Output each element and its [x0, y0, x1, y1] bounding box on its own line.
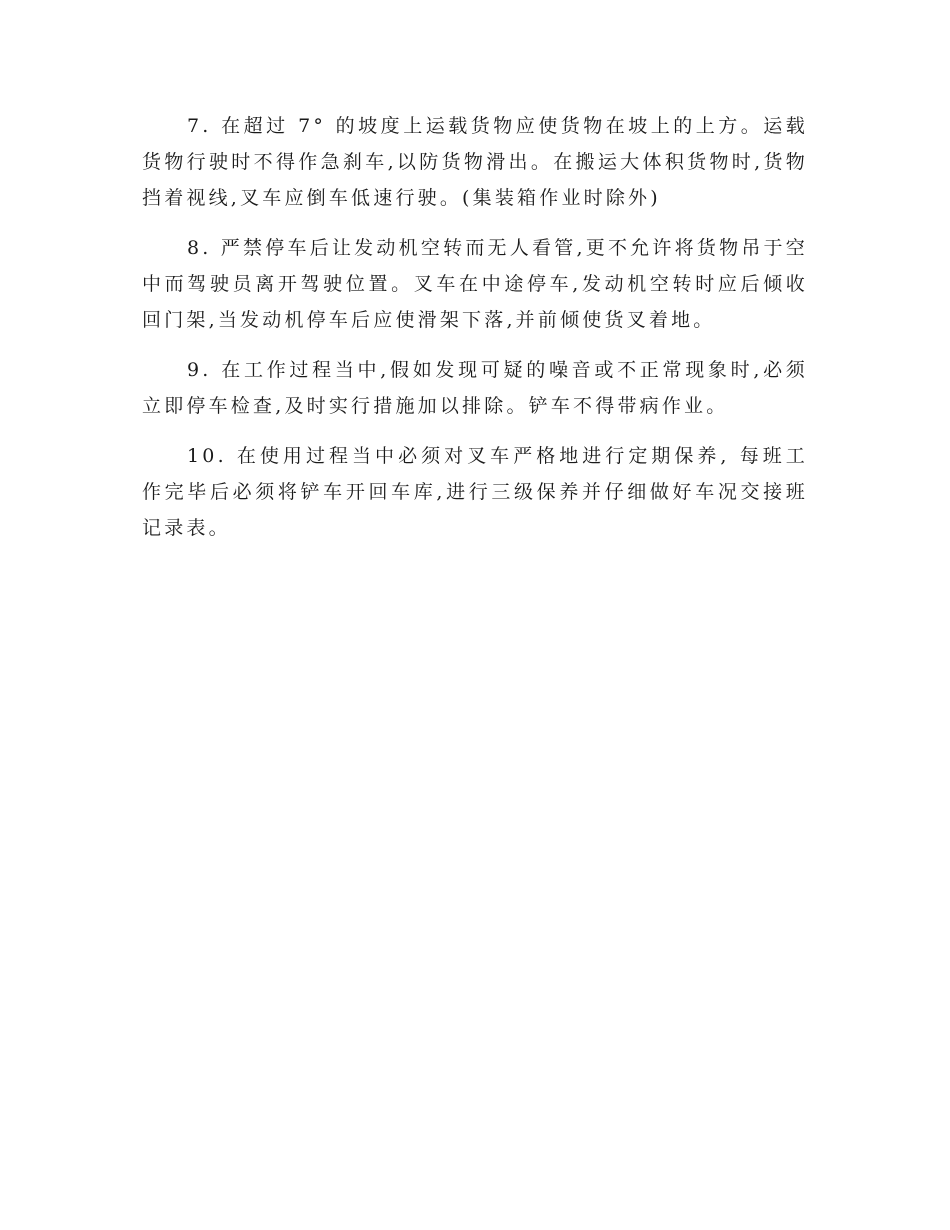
paragraph-item-8: 8. 严禁停车后让发动机空转而无人看管,更不允许将货物吊于空中而驾驶员离开驾驶位置。叉车在中途停车,发动机空转时应后倾收回门架,当发动机停车后应使滑架下落,并前倾使货叉着地。 [142, 237, 808, 331]
paragraph-item-9: 9. 在工作过程当中,假如发现可疑的噪音或不正常现象时,必须立即停车检查,及时实行措施加以排除。铲车不得带病作业。 [142, 359, 808, 417]
paragraph-item-10: 10. 在使用过程当中必须对叉车严格地进行定期保养, 每班工作完毕后必须将铲车开回车库,进行三级保养并仔细做好车况交接班记录表。 [142, 445, 808, 539]
document-body [142, 108, 808, 560]
paragraph-item-7: 7. 在超过 7° 的坡度上运载货物应使货物在坡上的上方。运载货物行驶时不得作急刹车,以防货物滑出。在搬运大体积货物时,货物挡着视线,叉车应倒车低速行驶。(集装箱作业时除外) [142, 115, 808, 209]
